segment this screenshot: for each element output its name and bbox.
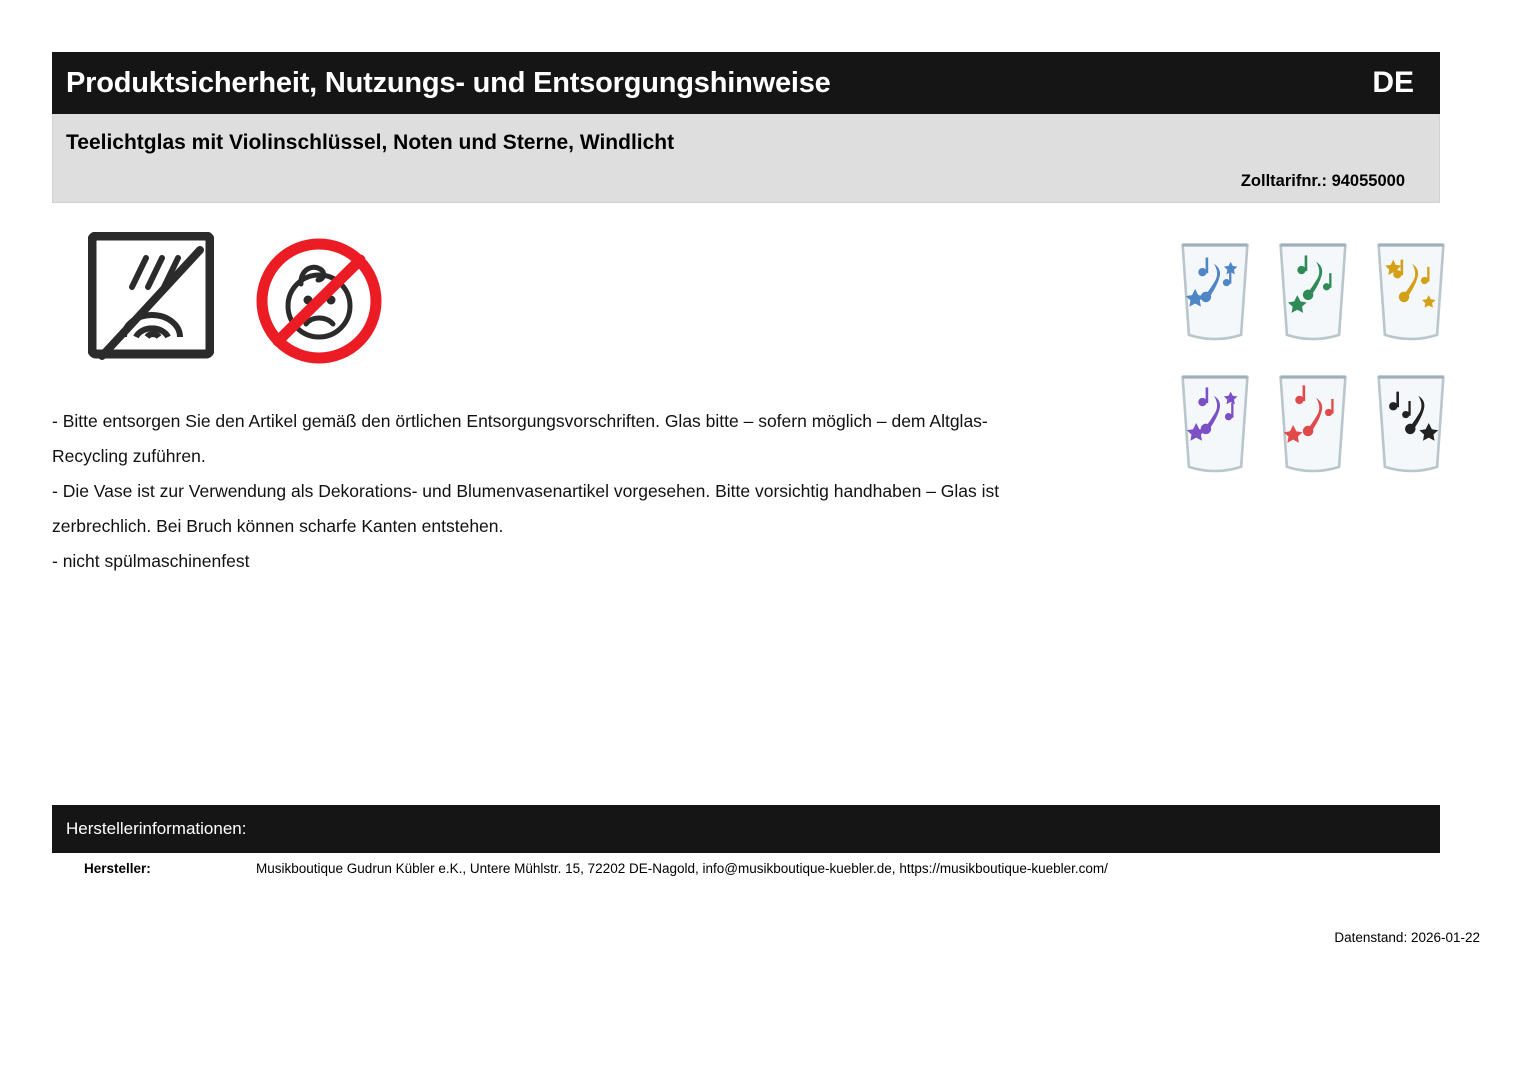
manufacturer-value: Musikboutique Gudrun Kübler e.K., Untere Mühlstr. 15, 72202 DE-Nagold, info@musikboutique-kuebler.de, https://musikboutique-kuebler.com/ (256, 861, 1108, 876)
note-item: - Bitte entsorgen Sie den Artikel gemäß den örtlichen Entsorgungsvorschriften. Glas bitte – sofern möglich – dem Altglas-Recycling zuführen. (52, 411, 988, 466)
glass-item (1266, 360, 1360, 488)
not-dishwasher-safe-icon (88, 232, 214, 372)
manufacturer-heading: Herstellerinformationen: (66, 819, 247, 838)
glass-item (1168, 360, 1262, 488)
header-bar (52, 52, 1440, 114)
glass-item (1364, 360, 1458, 488)
tariff-number: Zolltarifnr.: 94055000 (1240, 172, 1405, 190)
tealight-glasses-photo (1168, 228, 1458, 488)
glass-item (1364, 228, 1458, 356)
manufacturer-section-header (52, 805, 1440, 853)
data-date: Datenstand: 2026-01-22 (1334, 930, 1480, 945)
note-item: - Die Vase ist zur Verwendung als Dekorations- und Blumenvasenartikel vorgesehen. Bitte vorsichtig handhaben – Glas ist zerbrechlich. Bei Bruch können scharfe Kanten entstehen. (52, 481, 1000, 536)
language-code: DE (1372, 66, 1414, 99)
not-suitable-for-children-under-3-icon (254, 236, 384, 366)
safety-notes (52, 404, 1052, 579)
note-item: - nicht spülmaschinenfest (52, 551, 250, 571)
page-title: Produktsicherheit, Nutzungs- und Entsorgungshinweise (66, 66, 831, 99)
glass-item (1266, 228, 1360, 356)
glass-item (1168, 228, 1262, 356)
product-name: Teelichtglas mit Violinschlüssel, Noten und Sterne, Windlicht (66, 131, 675, 154)
manufacturer-label: Hersteller: (84, 861, 151, 876)
pictogram-group (88, 232, 384, 372)
subheader-bar (52, 114, 1440, 203)
